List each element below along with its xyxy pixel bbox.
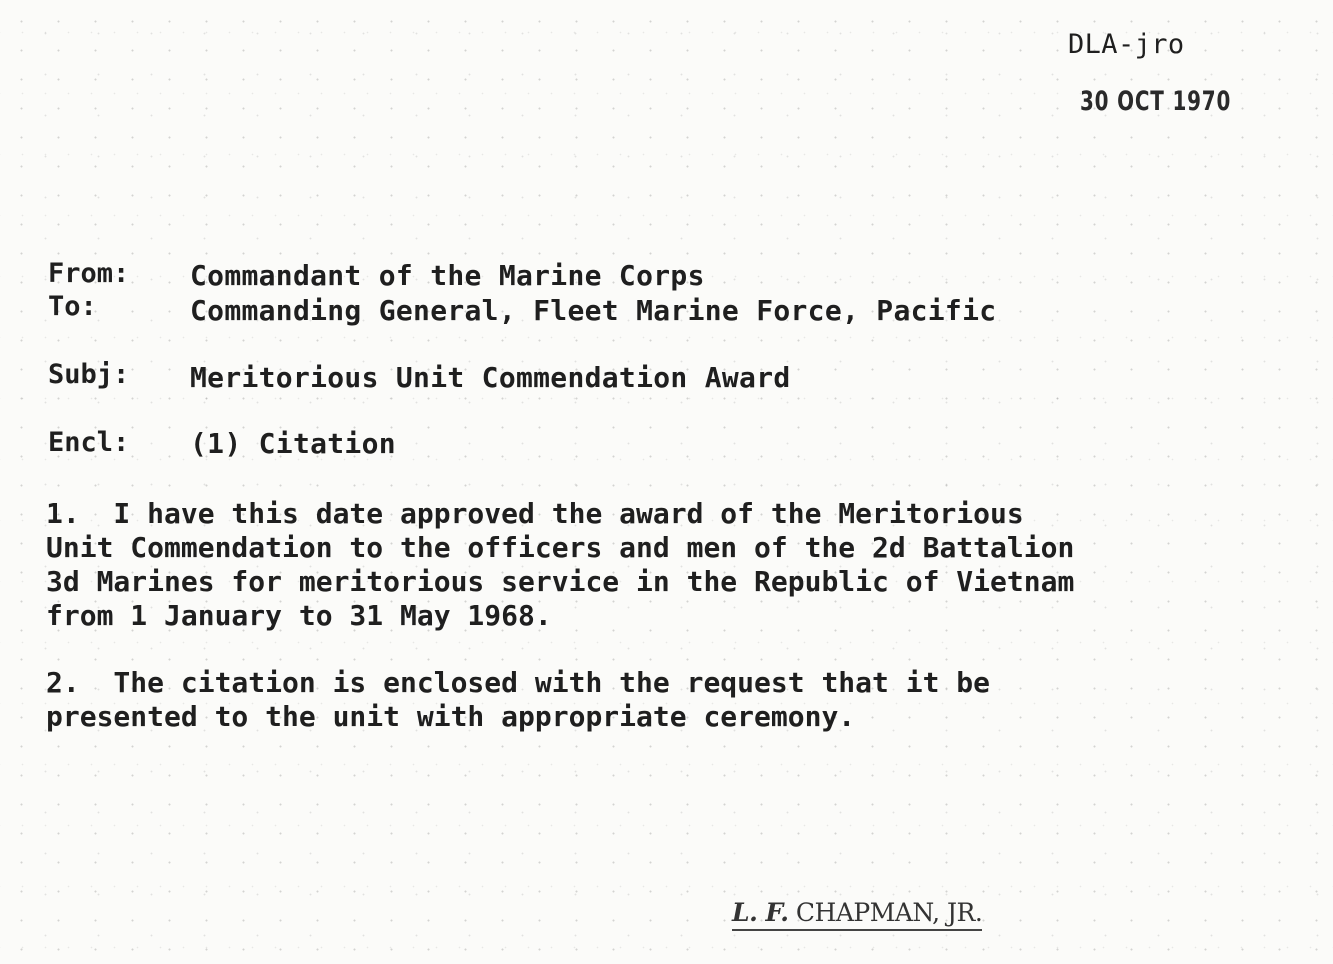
from-value: Commandant of the Marine Corps [190, 259, 705, 292]
signature-initials: L. F. [732, 898, 789, 927]
date-stamp: 30 OCT 1970 [1080, 86, 1232, 117]
paragraph-line: 2. The citation is enclosed with the request that it be [46, 666, 991, 699]
subject-label: Subj: [48, 359, 130, 390]
signature-name: CHAPMAN, JR. [795, 898, 983, 927]
paragraph-line: Unit Commendation to the officers and men of the 2d Battalion [46, 531, 1075, 564]
signature-block [732, 898, 982, 931]
paragraph-1 [46, 497, 1316, 633]
paragraph-line: presented to the unit with appropriate ceremony. [46, 700, 856, 733]
subject-value: Meritorious Unit Commendation Award [190, 361, 791, 394]
enclosure-label: Encl: [48, 427, 130, 458]
to-label: To: [48, 291, 97, 322]
paragraph-line: from 1 January to 31 May 1968. [46, 599, 552, 632]
reference-code: DLA-jro [1068, 29, 1185, 60]
to-value: Commanding General, Fleet Marine Force, Pacific [190, 294, 997, 327]
from-label: From: [48, 258, 130, 289]
enclosure-value: (1) Citation [190, 427, 396, 460]
paragraph-2 [46, 666, 1316, 734]
paragraph-line: 3d Marines for meritorious service in the Republic of Vietnam [46, 565, 1075, 598]
paragraph-line: 1. I have this date approved the award of the Meritorious [46, 497, 1024, 530]
